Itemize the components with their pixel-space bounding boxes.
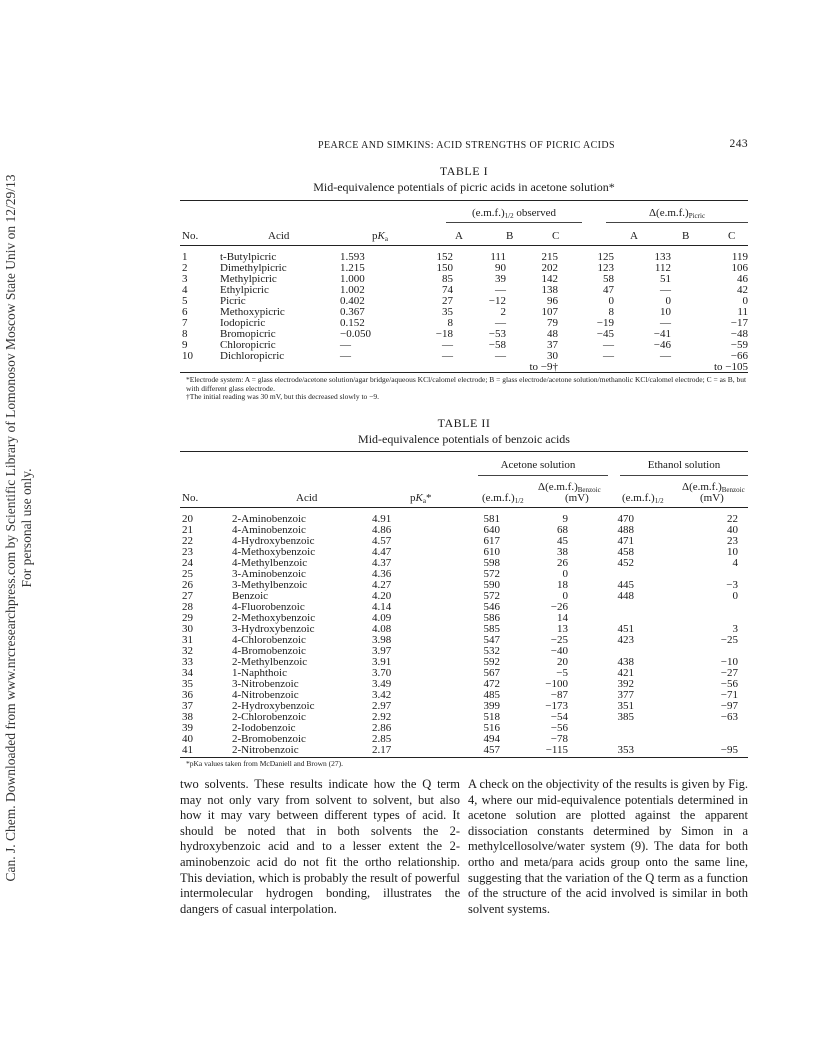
table-cell: Dichloropicric [220, 350, 285, 362]
table2-col-delta-ethanol: $\Delta(e.m.f.)_{Benzoic}$ [682, 481, 745, 494]
table-cell: 106 [731, 262, 748, 274]
table2-col-acid: Acid [296, 492, 318, 504]
table-cell: 572 [483, 568, 500, 580]
table2-bottom-rule [180, 757, 748, 758]
table-cell: 119 [731, 251, 748, 263]
table-cell: 2 [182, 262, 188, 274]
table-cell: 22 [727, 513, 738, 525]
table-cell: 1.000 [340, 273, 365, 285]
table-cell: 30 [182, 623, 193, 635]
table-cell: 4 [732, 557, 738, 569]
table-cell: 3.49 [372, 678, 392, 690]
table-cell: 26 [557, 557, 568, 569]
table-cell: 0 [608, 295, 614, 307]
table-cell: 586 [483, 612, 500, 624]
table1-col-no: No. [182, 230, 199, 242]
table-cell: 28 [182, 601, 193, 613]
table1-col-acid: Acid [268, 230, 290, 242]
table-cell: 3-Methylbenzoic [232, 579, 308, 591]
table-cell: 4-Hydroxybenzoic [232, 535, 315, 547]
table-cell: — [660, 284, 671, 296]
table-cell: 1.002 [340, 284, 365, 296]
table-cell: — [495, 284, 506, 296]
table-cell: 516 [483, 722, 500, 734]
table-cell: 7 [182, 317, 188, 329]
table-cell: −115 [545, 744, 568, 756]
table-cell: 353 [617, 744, 634, 756]
table2-col-emf-ethanol: $(e.m.f.)_{1/2}$ [622, 492, 664, 505]
table-cell: 25 [182, 568, 193, 580]
table1-footnote-electrode: *Electrode system: A = glass electrode/acetone solution/agar bridge/aqueous KCl/calomel electrode; B = glass electrode/acetone solution/methanolic KCl/calomel electrode; C = as B, but with different glass electrode. [186, 375, 747, 393]
table-cell: 532 [483, 645, 500, 657]
table-cell: 4-Methylbenzoic [232, 557, 308, 569]
table2-group-acetone: Acetone solution [500, 459, 576, 471]
table2-footnote: *pKa values taken from McDaniell and Brown (27). [186, 759, 344, 768]
table-cell: — [340, 339, 351, 351]
table-cell: 4-Nitrobenzoic [232, 689, 299, 701]
table-cell: 35 [182, 678, 193, 690]
table-cell [654, 723, 748, 734]
table-cell: 32 [182, 645, 193, 657]
table-cell: — [442, 339, 453, 351]
body-text-right-column: A check on the objectivity of the results is given by Fig. 4, where our mid-equivalence potentials determined in acetone solution are plotted against the apparent dissociation constants determined by Simon in a methylcellosolve/water system (9). The data for both ortho and meta/para acids group onto the same line, suggesting that the variation of the Q term as a function of the structure of the acid involved is similar in both solvent systems. [468, 777, 748, 916]
table1-caption: Mid-equivalence potentials of picric acids in acetone solution* [313, 180, 615, 194]
table-cell: 27 [442, 295, 453, 307]
table-cell: 10 [727, 546, 738, 558]
table-cell: 36 [182, 689, 193, 701]
table-cell: −0.050 [340, 328, 371, 340]
table2-col-mv-ethanol: (mV) [700, 492, 724, 504]
table-cell: 470 [617, 513, 634, 525]
table-cell: 2.17 [372, 744, 392, 756]
body-text-left-column: two solvents. These results indicate how the Q term may not only vary from solvent to solvent, but also how it may vary between different types of acid. It should be noted that in both solvents the 2-hydroxybenzoic acid and to a lesser extent the 2-aminobenzoic acid do not fit the ortho relationship. This deviation, which is probably the result of powerful intermolecular hydrogen bonding, illustrates the dangers of casual interpolation. [180, 777, 460, 916]
table-cell: 40 [727, 524, 738, 536]
table-cell: 123 [597, 262, 614, 274]
table-cell: to −105 [713, 361, 748, 373]
table-cell: −48 [730, 328, 748, 340]
table-cell: 11 [737, 306, 748, 318]
table1-bottom-rule [180, 372, 748, 373]
table-cell: 4.20 [372, 590, 392, 602]
table2-col-pka: $pK_a*$ [410, 492, 432, 505]
table-cell: 215 [541, 251, 558, 263]
table-cell: 37 [547, 339, 558, 351]
side-notice-line2: For personal use only. [19, 468, 34, 588]
table-cell: Chloropicric [220, 339, 276, 351]
table-cell: 4.27 [372, 579, 392, 591]
table-cell: 39 [495, 273, 506, 285]
table2-header-rule [180, 507, 748, 508]
table2-caption: Mid-equivalence potentials of benzoic acids [358, 432, 570, 446]
table-cell: 585 [483, 623, 500, 635]
table1-top-rule [180, 200, 748, 201]
table-cell: 581 [483, 513, 500, 525]
table-cell: 23 [727, 535, 738, 547]
table-cell: −3 [726, 579, 738, 591]
table-cell: — [660, 350, 671, 362]
table-cell: 34 [182, 667, 193, 679]
table1-body [180, 252, 748, 373]
table-cell: 448 [617, 590, 634, 602]
table-cell: 610 [483, 546, 500, 558]
table-cell: 2-Iodobenzoic [232, 722, 296, 734]
table-row [180, 745, 748, 756]
table-cell: −71 [720, 689, 738, 701]
table-cell: 58 [603, 273, 614, 285]
table-cell: 4.09 [372, 612, 392, 624]
table-cell: 8 [182, 328, 188, 340]
table1-col-a-delta: A [630, 230, 638, 242]
table-cell: 2-Chlorobenzoic [232, 711, 306, 723]
table-cell: 0 [562, 590, 568, 602]
table-cell: 13 [557, 623, 568, 635]
table-cell: 0 [562, 568, 568, 580]
side-notice-line1: Can. J. Chem. Downloaded from www.nrcresearchpress.com by Scientific Library of Lomonosov Moscow State Univ on 12/29/13 [3, 174, 18, 882]
table-cell: 3.97 [372, 645, 392, 657]
running-title: PEARCE AND SIMKINS: ACID STRENGTHS OF PICRIC ACIDS [318, 140, 615, 151]
table-cell: 2-Methylbenzoic [232, 656, 308, 668]
table-cell: 2-Aminobenzoic [232, 513, 306, 525]
table-cell: 0 [665, 295, 671, 307]
table-cell: — [495, 317, 506, 329]
table-cell: 142 [541, 273, 558, 285]
table-cell: — [442, 350, 453, 362]
table-cell: 1.593 [340, 251, 365, 263]
table-cell: 133 [654, 251, 671, 263]
table2-col-delta-acetone: $\Delta(e.m.f.)_{Benzoic}$ [538, 481, 601, 494]
table-cell: 2.85 [372, 733, 392, 745]
table-cell: 572 [483, 590, 500, 602]
table-cell: 9 [562, 513, 568, 525]
table-cell: −18 [435, 328, 453, 340]
table1-group-picric: $\Delta(e.m.f.)_{Picric}$ [648, 207, 706, 220]
table-cell: 31 [182, 634, 193, 646]
table-cell: −97 [720, 700, 738, 712]
table-cell: 21 [182, 524, 193, 536]
table-cell: −46 [653, 339, 671, 351]
table-cell: 4-Fluorobenzoic [232, 601, 305, 613]
table-cell: 4.57 [372, 535, 392, 547]
side-download-notice [0, 0, 40, 1056]
table-cell: 74 [442, 284, 453, 296]
table-cell: 10 [660, 306, 671, 318]
table-cell: 0.402 [340, 295, 365, 307]
table-cell: −56 [720, 678, 738, 690]
page-number: 243 [729, 138, 748, 150]
table-cell: 4.37 [372, 557, 392, 569]
table-cell: −12 [488, 295, 506, 307]
table-cell [580, 602, 654, 613]
table-cell: 3-Aminobenzoic [232, 568, 306, 580]
table-cell: 30 [547, 350, 558, 362]
table1-col-pka: $pK_a$ [372, 230, 388, 243]
table-cell: 485 [483, 689, 500, 701]
table-cell: −58 [488, 339, 506, 351]
table1-group-underline-observed [446, 222, 582, 223]
table-cell: — [603, 339, 614, 351]
table-cell: 90 [495, 262, 506, 274]
table-cell [580, 723, 654, 734]
table-cell: 0 [742, 295, 748, 307]
table-cell: 24 [182, 557, 193, 569]
table-cell: 96 [547, 295, 558, 307]
table-cell: 3-Hydroxybenzoic [232, 623, 315, 635]
table-cell: Dimethylpicric [220, 262, 287, 274]
table-cell: 4.14 [372, 601, 392, 613]
table1-col-b-delta: B [682, 230, 690, 242]
table-cell: 3 [732, 623, 738, 635]
table-cell: −59 [730, 339, 748, 351]
table-cell [654, 602, 748, 613]
table-cell: −78 [550, 733, 568, 745]
table-cell: 4.47 [372, 546, 392, 558]
table-cell: −95 [720, 744, 738, 756]
table-cell: 33 [182, 656, 193, 668]
table-cell: Benzoic [232, 590, 269, 602]
table2-group-ethanol: Ethanol solution [647, 459, 721, 471]
table-cell: 1.215 [340, 262, 365, 274]
table-cell: 617 [483, 535, 500, 547]
table-cell: 488 [617, 524, 634, 536]
table-cell: −63 [720, 711, 738, 723]
table1-header-rule [180, 245, 748, 246]
table-cell: −56 [550, 722, 568, 734]
table-cell: 29 [182, 612, 193, 624]
table-cell: 472 [483, 678, 500, 690]
table-cell: Bromopicric [220, 328, 276, 340]
table-cell: 2-Hydroxybenzoic [232, 700, 315, 712]
table-cell: 46 [737, 273, 748, 285]
table-cell: — [660, 317, 671, 329]
table-cell: 399 [483, 700, 500, 712]
table-cell: 351 [617, 700, 634, 712]
table-cell: 47 [603, 284, 614, 296]
table1-col-b-obs: B [506, 230, 514, 242]
table-cell: 150 [436, 262, 453, 274]
table-cell [580, 734, 654, 745]
table-cell: 3 [182, 273, 188, 285]
table-cell: 3.70 [372, 667, 392, 679]
table-cell: — [495, 350, 506, 362]
table-cell: to −9† [529, 361, 558, 373]
table-cell: 35 [442, 306, 453, 318]
table-cell: 1-Naphthoic [232, 667, 287, 679]
table-cell: 457 [483, 744, 500, 756]
table-cell [580, 646, 654, 657]
table-cell [580, 613, 654, 624]
table-cell: 4-Bromobenzoic [232, 645, 306, 657]
table-cell: 438 [617, 656, 634, 668]
table-cell: 5 [182, 295, 188, 307]
table-cell: 423 [617, 634, 634, 646]
table-cell: 4-Methoxybenzoic [232, 546, 316, 558]
table-cell: 385 [617, 711, 634, 723]
table-cell: 38 [557, 546, 568, 558]
table-cell: 111 [490, 251, 506, 263]
table-cell: −5 [556, 667, 568, 679]
table-cell: −40 [550, 645, 568, 657]
table-cell: 458 [617, 546, 634, 558]
table-cell: −45 [596, 328, 614, 340]
table2-label: TABLE II [437, 416, 491, 430]
table-cell: 392 [617, 678, 634, 690]
table-cell: Methoxypicric [220, 306, 285, 318]
table-cell: 112 [654, 262, 671, 274]
table2-group-underline-acetone [478, 475, 608, 476]
table-cell: 39 [182, 722, 193, 734]
table-cell: 38 [182, 711, 193, 723]
table-cell: 452 [617, 557, 634, 569]
table-cell: −17 [730, 317, 748, 329]
table-cell: 567 [483, 667, 500, 679]
table-cell: 20 [557, 656, 568, 668]
table-cell: 590 [483, 579, 500, 591]
table-cell: 18 [557, 579, 568, 591]
table-cell: 79 [547, 317, 558, 329]
table-cell: −41 [653, 328, 671, 340]
table-cell: Ethylpicric [220, 284, 269, 296]
table-cell: Iodopicric [220, 317, 266, 329]
table-cell: 377 [617, 689, 634, 701]
table-cell: 125 [597, 251, 614, 263]
table-cell: 4.91 [372, 513, 392, 525]
table-cell: 9 [182, 339, 188, 351]
table1-label: TABLE I [439, 164, 489, 178]
table-cell: 138 [541, 284, 558, 296]
table-cell: −100 [545, 678, 568, 690]
table-cell: 4.86 [372, 524, 392, 536]
table-cell: 14 [557, 612, 568, 624]
table1-footnote-dagger: †The initial reading was 30 mV, but this decreased slowly to −9. [186, 392, 380, 401]
table-cell: 107 [541, 306, 558, 318]
table-cell: t-Butylpicric [220, 251, 277, 263]
table-cell: 6 [182, 306, 188, 318]
table-cell: Picric [220, 295, 246, 307]
table-cell: 85 [442, 273, 453, 285]
table1-group-observed: $(e.m.f.)_{1/2}$ observed [471, 207, 557, 220]
table-cell: 4-Aminobenzoic [232, 524, 306, 536]
table-cell: 421 [617, 667, 634, 679]
table2-group-underline-ethanol [620, 475, 748, 476]
table-cell: Methylpicric [220, 273, 277, 285]
table-cell: 2.92 [372, 711, 392, 723]
table-cell: 202 [541, 262, 558, 274]
table-cell: 10 [182, 350, 193, 362]
table-cell [580, 569, 654, 580]
table-cell: 471 [617, 535, 634, 547]
table-cell: 445 [617, 579, 634, 591]
table-cell: −27 [720, 667, 738, 679]
table-cell: 0 [732, 590, 738, 602]
table-cell: 592 [483, 656, 500, 668]
table-cell: 3.42 [372, 689, 392, 701]
table-cell: 3.91 [372, 656, 392, 668]
table-cell: 2-Nitrobenzoic [232, 744, 299, 756]
table1-col-a-obs: A [455, 230, 463, 242]
table-cell: 518 [483, 711, 500, 723]
table-cell: −54 [550, 711, 568, 723]
table-cell: 2-Methoxybenzoic [232, 612, 316, 624]
table-cell: −26 [550, 601, 568, 613]
table-cell: 1 [182, 251, 188, 263]
table-cell: 4 [182, 284, 188, 296]
table-cell: 4.36 [372, 568, 392, 580]
table-cell: 640 [483, 524, 500, 536]
table-cell: 42 [737, 284, 748, 296]
table-cell: 8 [447, 317, 453, 329]
table-cell: −10 [720, 656, 738, 668]
table-cell: 451 [617, 623, 634, 635]
table-cell: 2 [500, 306, 506, 318]
table-cell: 51 [660, 273, 671, 285]
table-cell: 41 [182, 744, 193, 756]
table2-body [180, 514, 748, 756]
table-cell: 3.98 [372, 634, 392, 646]
table-row [180, 351, 748, 362]
table-cell: 547 [483, 634, 500, 646]
table-cell: 4.08 [372, 623, 392, 635]
table-cell: −19 [596, 317, 614, 329]
table-cell: 22 [182, 535, 193, 547]
table-cell: −87 [550, 689, 568, 701]
table-row [180, 285, 748, 296]
table-cell: 0.152 [340, 317, 365, 329]
table-cell: 48 [547, 328, 558, 340]
table-cell: 45 [557, 535, 568, 547]
table-cell: 26 [182, 579, 193, 591]
table2-top-rule [180, 451, 748, 452]
table-cell: — [603, 350, 614, 362]
table1-col-c-delta: C [728, 230, 736, 242]
table-cell: −25 [550, 634, 568, 646]
table-cell: 3-Nitrobenzoic [232, 678, 299, 690]
table-cell: 2.86 [372, 722, 392, 734]
table-cell: 0.367 [340, 306, 365, 318]
table-cell: 20 [182, 513, 193, 525]
table-cell: — [340, 350, 351, 362]
table-cell: −53 [488, 328, 506, 340]
table-cell: 2-Bromobenzoic [232, 733, 306, 745]
table2-col-emf-acetone: $(e.m.f.)_{1/2}$ [482, 492, 524, 505]
table-cell: 494 [483, 733, 500, 745]
table-cell: −173 [545, 700, 568, 712]
table-cell: 40 [182, 733, 193, 745]
table-cell: 598 [483, 557, 500, 569]
table-cell: 546 [483, 601, 500, 613]
table2-col-no: No. [182, 492, 199, 504]
table-cell: −25 [720, 634, 738, 646]
table-cell: 4-Chlorobenzoic [232, 634, 306, 646]
table-cell: 68 [557, 524, 568, 536]
table2-col-mv-acetone: (mV) [565, 492, 589, 504]
table-cell: −66 [730, 350, 748, 362]
table-cell: 2.97 [372, 700, 392, 712]
table-cell: 152 [436, 251, 453, 263]
table1-col-c-obs: C [552, 230, 560, 242]
table1-group-underline-picric [606, 222, 748, 223]
table-cell: 8 [608, 306, 614, 318]
table-cell: 27 [182, 590, 193, 602]
table-cell: 23 [182, 546, 193, 558]
table-cell: 37 [182, 700, 193, 712]
